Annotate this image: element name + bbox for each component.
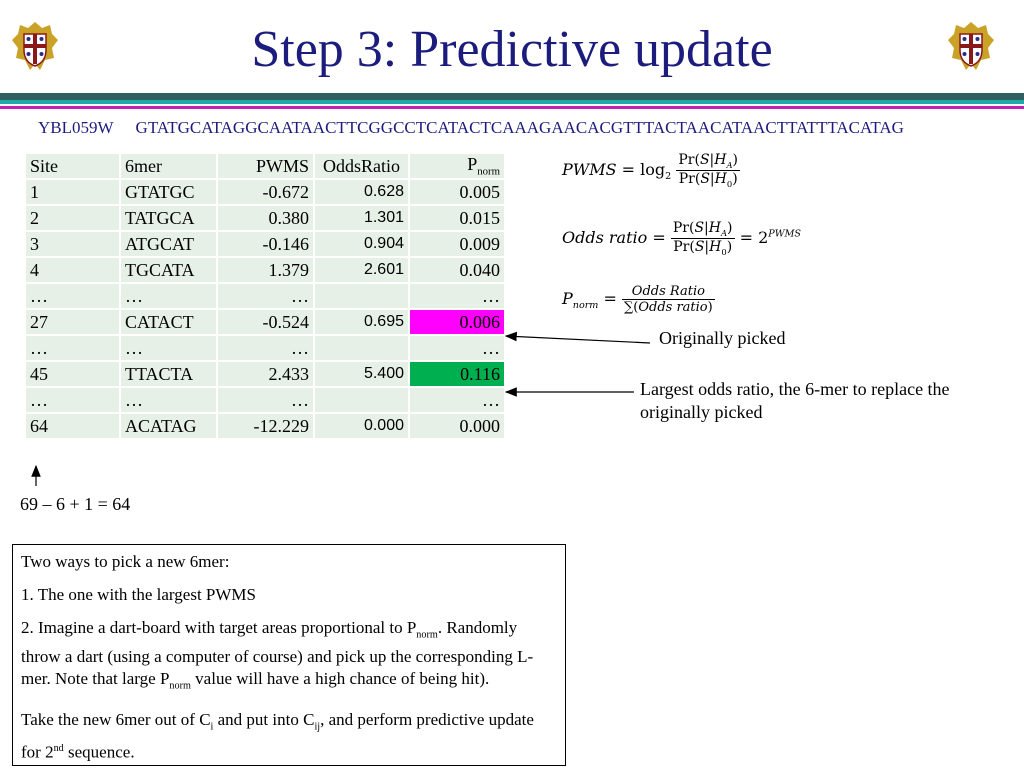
cell-mer: … — [120, 387, 217, 413]
site-count-calc: 69 – 6 + 1 = 64 — [20, 494, 131, 514]
cell-pnorm: … — [409, 387, 505, 413]
formula-s: S — [700, 170, 710, 187]
formula-pwms-sup: PWMS — [768, 228, 802, 240]
header-site: Site — [25, 153, 120, 179]
cell-pnorm: 0.009 — [409, 231, 505, 257]
box-line-2: 1. The one with the largest PWMS — [21, 585, 256, 604]
cell-odds: 5.400 — [314, 361, 409, 387]
box-p3-sub1: norm — [416, 629, 438, 641]
cell-mer: TATGCA — [120, 205, 217, 231]
cell-pwms: 1.379 — [217, 257, 314, 283]
cell-pnorm: … — [409, 283, 505, 309]
formula-h-0: 0 — [721, 246, 727, 257]
formula-pwms-lhs: PWMS — [562, 159, 617, 179]
cell-pwms: … — [217, 387, 314, 413]
header-pnorm-main: P — [467, 154, 478, 175]
cell-pwms: 0.380 — [217, 205, 314, 231]
formula-odds-lhs: Odds ratio — [562, 227, 648, 247]
cell-site: 4 — [25, 257, 120, 283]
fraction-numerator: $Pr(S|H_A)$ — [672, 220, 733, 238]
box-p3-a: 2. Imagine a dart-board with target areas proportional to P — [21, 618, 417, 637]
formula-h: H — [708, 220, 721, 236]
cell-mer: ATGCAT — [120, 231, 217, 257]
formula-s: S — [699, 152, 710, 168]
formula-eq: = — [652, 227, 666, 247]
cell-mer: ACATAG — [120, 413, 217, 439]
cell-site: … — [25, 335, 120, 361]
formula-pr: Pr — [672, 220, 689, 236]
cell-pwms: -0.524 — [217, 309, 314, 335]
cell-pnorm-largest: 0.116 — [409, 361, 505, 387]
formula-h-0: 0 — [726, 178, 733, 189]
box-p3-b: . Randomly throw a dart (using a computer of course) and pick up the corresponding L-mer. Note that large P — [21, 618, 534, 689]
formula-s: S — [694, 220, 705, 236]
formula-pnorm-p: P — [562, 289, 573, 308]
cell-pnorm: 0.015 — [409, 205, 505, 231]
fraction-numerator: Odds Ratio — [622, 284, 715, 300]
cell-mer: TGCATA — [120, 257, 217, 283]
formula-pr: Pr — [678, 170, 695, 187]
box-p3-c: value will have a high chance of being hit). — [190, 669, 490, 689]
originally-picked-label: Originally picked — [659, 328, 786, 348]
cell-site: 64 — [25, 413, 120, 439]
sequence-name: YBL059W — [38, 118, 114, 137]
box-p3-sub2: norm — [169, 680, 191, 692]
cell-mer: … — [120, 283, 217, 309]
formula-h: H — [714, 170, 727, 187]
formula-h-a: A — [726, 159, 733, 170]
cell-pwms: … — [217, 335, 314, 361]
formula-pr: Pr — [673, 238, 690, 255]
formula-h-a: A — [720, 227, 728, 238]
arrow-originally-picked — [506, 336, 650, 343]
cell-site: … — [25, 283, 120, 309]
box-p4-a: Take the new 6mer out of C — [21, 709, 211, 729]
header-mer: 6mer — [120, 153, 217, 179]
formula-eq: = — [621, 159, 636, 179]
header-pwms: PWMS — [217, 153, 314, 179]
cell-pnorm: 0.040 — [409, 257, 505, 283]
sequence-value: GTATGCATAGGCAATAACTTCGGCCTCATACTCAAAGAACACGTTTACTAACATAACTTATTTACATAG — [135, 118, 904, 137]
cell-pnorm: … — [409, 335, 505, 361]
box-p4-d: sequence. — [63, 742, 135, 762]
box-p4-b: and put into C — [213, 709, 315, 729]
largest-odds-label: Largest odds ratio, the 6-mer to replace the originally picked — [640, 379, 950, 422]
cell-site: 3 — [25, 231, 120, 257]
box-p4-c: , and perform predictive update for 2 — [21, 709, 534, 762]
cell-odds: 0.000 — [314, 413, 409, 439]
cell-site: 2 — [25, 205, 120, 231]
fraction-denominator: $Pr(S|H_0)$ — [678, 170, 738, 189]
box-p4-sub2: ij — [314, 721, 321, 733]
formula-h: H — [714, 152, 727, 168]
header-pnorm-sub: norm — [477, 165, 500, 178]
cell-site: … — [25, 387, 120, 413]
fraction-numerator: $Pr(S|H_A)$ — [678, 152, 739, 170]
box-p4-sup: nd — [53, 743, 64, 755]
cell-mer: TTACTA — [120, 361, 217, 387]
cell-pwms: -12.229 — [217, 413, 314, 439]
cell-pnorm-originally-picked: 0.006 — [409, 309, 505, 335]
cell-pwms: -0.146 — [217, 231, 314, 257]
cell-odds: 1.301 — [314, 205, 409, 231]
box-paragraph-4 — [21, 709, 557, 764]
fraction-denominator: $Pr(S|H_0)$ — [673, 238, 733, 257]
cell-pwms: … — [217, 283, 314, 309]
formula-s: S — [694, 238, 705, 255]
cell-pnorm: 0.000 — [409, 413, 505, 439]
formula-pr: Pr — [678, 152, 695, 168]
formula-log-base: 2 — [665, 170, 672, 182]
cell-odds: 0.695 — [314, 309, 409, 335]
cell-odds: 2.601 — [314, 257, 409, 283]
cell-site: 45 — [25, 361, 120, 387]
formula-eq: = — [603, 289, 617, 308]
page-title: Step 3: Predictive update — [251, 21, 773, 78]
cell-pwms: 2.433 — [217, 361, 314, 387]
formula-two: 2 — [758, 227, 769, 247]
cell-site: 27 — [25, 309, 120, 335]
formula-pnorm-sub: norm — [572, 300, 599, 312]
cell-mer: CATACT — [120, 309, 217, 335]
cell-pnorm: 0.005 — [409, 179, 505, 205]
box-line-1: Two ways to pick a new 6mer: — [21, 552, 230, 571]
cell-mer: … — [120, 335, 217, 361]
explanation-box — [12, 544, 566, 766]
cell-odds: 0.628 — [314, 179, 409, 205]
formula-log: log — [640, 159, 666, 179]
formula-sum: ∑ — [624, 300, 634, 315]
fraction-denominator: ∑(Odds ratio) — [624, 300, 713, 315]
header-odds: OddsRatio — [314, 153, 409, 179]
formula-eq: = — [739, 227, 754, 247]
cell-pwms: -0.672 — [217, 179, 314, 205]
cell-mer: GTATGC — [120, 179, 217, 205]
cell-site: 1 — [25, 179, 120, 205]
box-p4-sub1: i — [210, 721, 214, 733]
formula-odds-den: Odds ratio — [638, 300, 708, 315]
cell-odds: 0.904 — [314, 231, 409, 257]
formula-h: H — [709, 238, 722, 255]
box-paragraph-3 — [21, 617, 557, 698]
